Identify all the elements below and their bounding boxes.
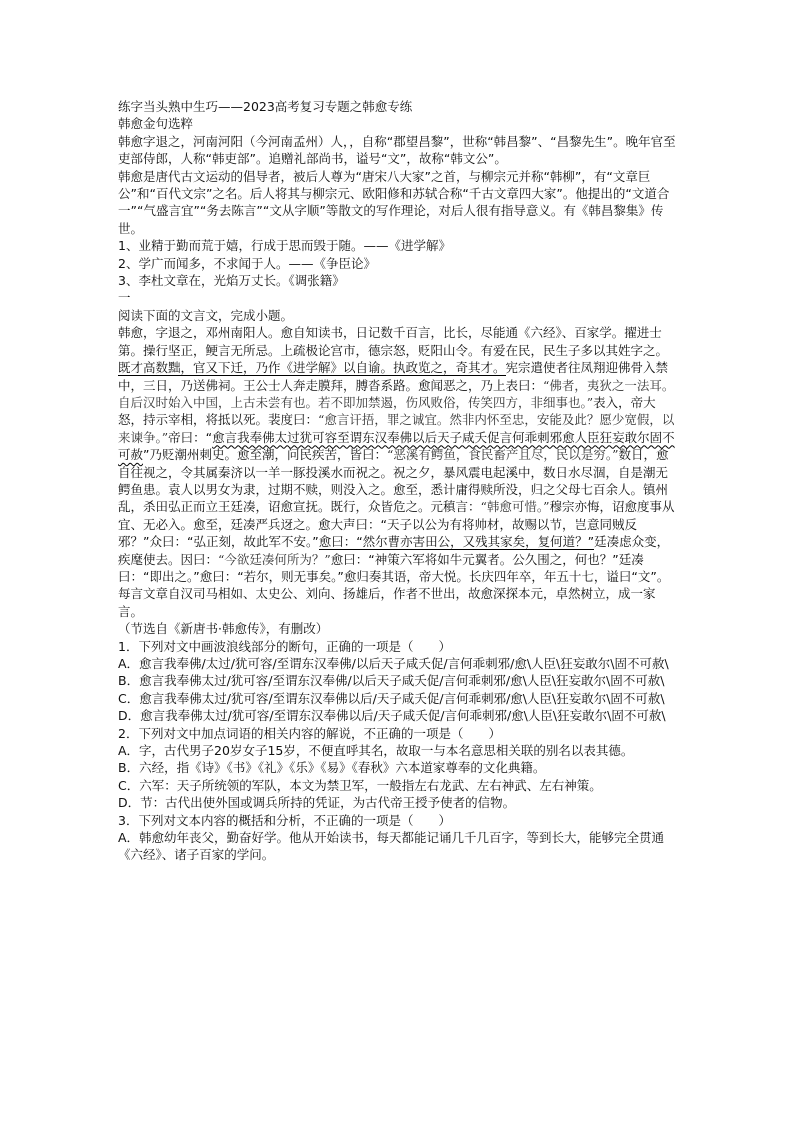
answer-option: C．愈言我奉佛太过/犹可容/至谓东汉奉佛以后/天子咸夭促/言何乖刺邪/愈\人臣\狂妄敢尔\固不可赦\ bbox=[118, 690, 665, 706]
document-page bbox=[118, 98, 678, 864]
question-stem: 2．下列对文中加点词语的相关内容的解说，不正确的一项是（ ） bbox=[118, 725, 501, 741]
answer-option: A．愈言我奉佛/太过/犹可容/至谓东汉奉佛/以后天子咸夭促/言何乖刺邪/愈\人臣\狂妄敢尔\固不可赦\ bbox=[118, 656, 669, 671]
passage-text: 数日，愈自往视之，令其属秦济以一羊一豚投溪水而祝之。祝之夕，暴风震电起溪中，数日水尽涸，自是潮无鳄鱼患。袁人以男女为隶，过期不赎，则没入之。愈至，悉计庸得赎所没，归之父母七百余人。镇州乱，杀田弘正而立王廷凑，诏愈宣抚。既行，众皆危之。元稹言： bbox=[118, 447, 669, 515]
passage-text: 宪宗遣使者往凤翔迎佛骨入禁中，三日，乃送佛祠。王公士人奔走膜拜，膊沓系路。愈闻恶之，乃上表曰： bbox=[118, 360, 669, 393]
passage-text: 愈曰：“神策六军将如牛元翼者。公久围之，何也？”廷凑曰：“即出之。”愈曰：“若尔，则无事矣。”愈归奏其语，帝大悦。长庆四年卒，年五十七，谥曰“文”。每言文章自汉司马相如、太史公、刘向、扬雄后，作者不世出，故愈深探本元，卓然树立，成一家言。 bbox=[118, 551, 670, 619]
intro-paragraph-1: 韩愈字退之，河南河阳（今河南孟州）人，，自称“郡望昌黎”，世称“韩昌黎”、“昌黎先生”。晚年官至吏部侍郎，人称“韩吏部”。追赠礼部尚书，谥号“文”，故称“韩文公”。 bbox=[118, 133, 676, 167]
question-stem: 1．下列对文中画波浪线部分的断句，正确的一项是（ ） bbox=[118, 638, 451, 654]
quote-line: 3、李杜文章在，光焰万丈长。《调张籍》 bbox=[118, 273, 345, 289]
answer-option: A．字，古代男子20岁女子15岁，不便直呼其名，故取一与本名意思相关联的别名以表其德。 bbox=[118, 743, 634, 759]
classical-passage bbox=[118, 324, 678, 620]
answer-option: B．愈言我奉佛太过/犹可容/至谓东汉奉佛/以后天子咸夭促/言何乖刺邪/愈\人臣\狂妄敢尔\固不可赦\ bbox=[118, 673, 665, 689]
passage-text: ”乃贬潮州刺史。愈至潮，问民疾苦，皆曰： bbox=[143, 447, 387, 463]
question-stem: 3．下列对文本内容的概括和分析，不正确的一项是（ ） bbox=[118, 812, 451, 828]
intro-paragraph-2: 韩愈是唐代古文运动的倡导者，被后人尊为“唐宋八大家”之首，与柳宗元并称“韩柳”，有“文章巨公”和“百代文宗”之名。后人将其与柳宗元、欧阳修和苏轼合称“千古文章四大家”。他提出的“文道合一”“气盛言宜”“务去陈言”“文从字顺”等散文的写作理论，对后人很有指导意义。有《韩昌黎集》传世。 bbox=[118, 168, 670, 236]
passage-text: 廷凑虑众变，疾麾使去。因曰： bbox=[118, 534, 670, 567]
answer-option: A．韩愈幼年丧父，勤奋好学。他从开始读书，每天都能记诵几千几百字，等到长大，能够完全贯通《六经》、诸子百家的学问。 bbox=[118, 830, 665, 863]
quote-line: 1、业精于勤而荒于嬉，行成于思而毁于随。——《进学解》 bbox=[118, 238, 451, 254]
answer-option: D．愈言我奉佛太过/犹可容/至谓东汉奉佛以后/天子咸夭促/言何乖刺邪/愈\人臣\狂妄敢尔\固不可赦\ bbox=[118, 708, 666, 724]
people-quote: “恶溪有鳄鱼，食民畜产且尽，民以是穷。” bbox=[387, 447, 619, 463]
part-marker: 一 bbox=[118, 290, 131, 306]
document-title: 练字当头熟中生巧——2023高考复习专题之韩愈专练 bbox=[118, 99, 413, 114]
passage-text: 表入，帝大怒，持示宰相，将抵以死。裴度曰： bbox=[118, 394, 656, 428]
answer-option: C．六军：天子所统领的军队，本文为禁卫军，一般指左右龙武、左右神武、左右神策。 bbox=[118, 777, 602, 793]
passage-text: 帝曰：“ bbox=[168, 429, 213, 445]
tingcou-quote: “今欲廷凑何所为？” bbox=[218, 551, 331, 567]
section-heading: 韩愈金句选粹 bbox=[118, 116, 194, 132]
answer-option: B．六经，指《诗》《书》《礼》《乐》《易》《春秋》六本道家尊奉的文化典籍。 bbox=[118, 760, 546, 776]
memorial-quote: “佛者，夷狄之一法耳。自后汉时始入中国，上古未尝有也。若不即加禁遏，伤风败俗，传笑四方，非细事也。” bbox=[118, 377, 675, 410]
yuan-zhen-quote: “韩愈可惜。” bbox=[480, 499, 550, 515]
underlined-sentence: 既才高数黜，官又下迁，乃作《进学解》以自谕。执政览之，奇其才。 bbox=[118, 360, 506, 376]
wavy-underlined-sentence: 愈言我奉佛太过犹可容至谓东汉奉佛以后天子咸夭促言何乖刺邪愈人臣狂妄敢尔固不可赦 bbox=[118, 429, 675, 463]
quote-line: 2、学广而闻多，不求闻于人。——《争臣论》 bbox=[118, 255, 376, 271]
passage-text: 韩愈，字退之，邓州南阳人。愈自知读书，日记数千百言，比长，尽能通《六经》、百家学。擢进士第。操行坚正，鲠言无所忌。上疏极论宫市，德宗怒，贬阳山令。有爱在民，民生子多以其姓字之。 bbox=[118, 325, 669, 358]
reading-instruction: 阅读下面的文言文，完成小题。 bbox=[118, 307, 294, 323]
pei-du-quote: “愈言讦捂，罪之诚宜。然非内怀至忠，安能及此？愿少宽假，以来谏争。” bbox=[118, 412, 675, 445]
underlined-sentence: 愈曰：“然尔曹亦害田公，又残其家矣，复何道？” bbox=[318, 534, 595, 550]
passage-source: （节选自《新唐书·韩愈传》，有删改） bbox=[118, 621, 329, 637]
answer-option: D．节：古代出使外国或调兵所持的凭证，为古代帝王授予使者的信物。 bbox=[118, 795, 516, 811]
passage-text: 穆宗亦悔，诏愈度事从宜、无必入。愈至，廷凑严兵迓之。愈大声曰：“天子以公为有将帅材，故赐以节，岂意同贼反邪？”众曰：“弘正刻，故此军不安。” bbox=[118, 499, 675, 550]
